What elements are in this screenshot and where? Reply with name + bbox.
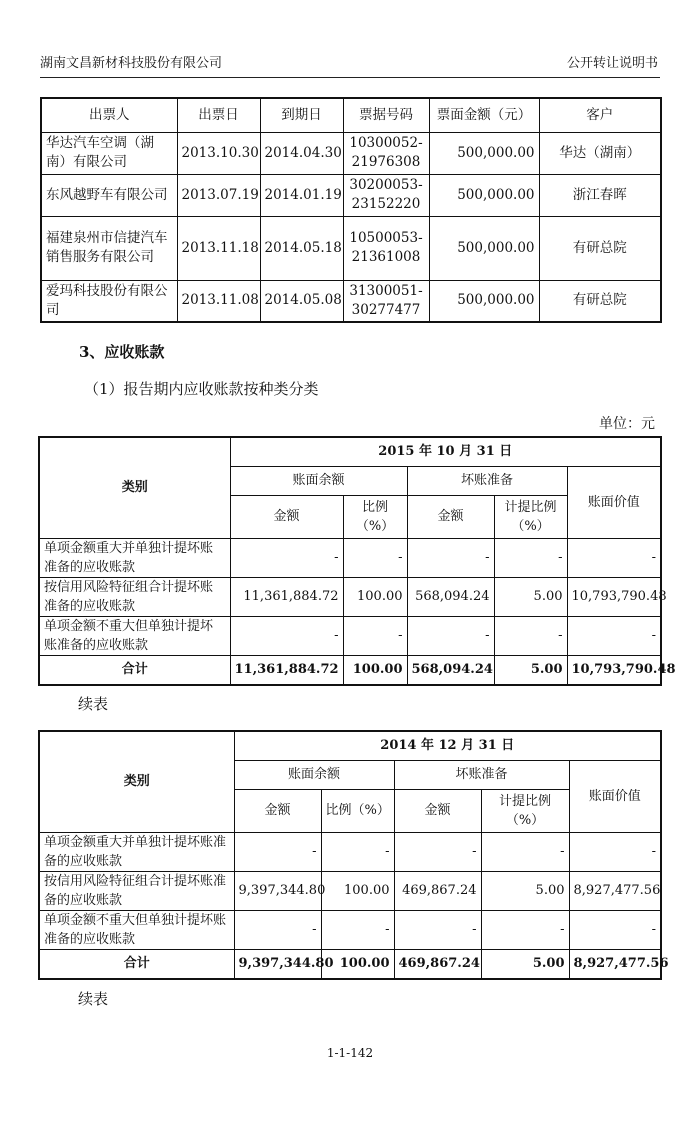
section-title: 3、应收账款 bbox=[79, 343, 165, 361]
ratio-cell: - bbox=[343, 616, 407, 655]
prov-ratio-cell: - bbox=[494, 616, 567, 655]
amount-cell: 500,000.00 bbox=[429, 132, 539, 174]
amount-cell: 500,000.00 bbox=[429, 280, 539, 322]
amount-cell: - bbox=[234, 832, 321, 871]
ar-2015-table bbox=[38, 436, 676, 686]
total-prov-amount: 469,867.24 bbox=[394, 949, 481, 979]
category-cell: 单项金额重大并单独计提坏账准备的应收账款 bbox=[39, 832, 234, 871]
col-header-number: 票据号码 bbox=[343, 98, 429, 132]
customer-cell: 有研总院 bbox=[539, 216, 661, 280]
total-prov-amount: 568,094.24 bbox=[407, 655, 494, 685]
amount-cell: - bbox=[230, 616, 343, 655]
date-header: 2014 年 12 月 31 日 bbox=[234, 731, 661, 760]
number-cell: 10300052-21976308 bbox=[343, 132, 429, 174]
date-header-row bbox=[39, 731, 661, 760]
table-row bbox=[39, 577, 661, 616]
bills-header-row bbox=[41, 98, 661, 132]
book-value-header: 账面价值 bbox=[569, 760, 661, 832]
table-row bbox=[39, 871, 661, 910]
ar-2014-table bbox=[38, 730, 669, 980]
col-header-issuer: 出票人 bbox=[41, 98, 177, 132]
total-prov-ratio: 5.00 bbox=[481, 949, 569, 979]
amount-header: 金额 bbox=[230, 495, 343, 538]
due-date-cell: 2014.04.30 bbox=[260, 132, 343, 174]
ratio-header: 比例（%） bbox=[343, 495, 407, 538]
amount-cell: 11,361,884.72 bbox=[230, 577, 343, 616]
due-date-cell: 2014.01.19 bbox=[260, 174, 343, 216]
total-book-value: 8,927,477.56 bbox=[569, 949, 661, 979]
book-value-cell: 8,927,477.56 bbox=[569, 871, 661, 910]
customer-cell: 有研总院 bbox=[539, 280, 661, 322]
total-ratio: 100.00 bbox=[321, 949, 394, 979]
date-header: 2015 年 10 月 31 日 bbox=[230, 437, 661, 466]
prov-amount-cell: - bbox=[394, 832, 481, 871]
total-book-value: 10,793,790.48 bbox=[567, 655, 661, 685]
book-value-cell: 10,793,790.48 bbox=[567, 577, 661, 616]
issuer-cell: 东风越野车有限公司 bbox=[41, 174, 177, 216]
ratio-cell: 100.00 bbox=[343, 577, 407, 616]
prov-amount-header: 金额 bbox=[407, 495, 494, 538]
category-cell: 单项金额重大并单独计提坏账准备的应收账款 bbox=[39, 538, 230, 577]
col-header-amount: 票面金额（元） bbox=[429, 98, 539, 132]
bills-table bbox=[40, 97, 662, 323]
issue-date-cell: 2013.11.08 bbox=[177, 280, 260, 322]
prov-ratio-cell: 5.00 bbox=[481, 871, 569, 910]
col-header-customer: 客户 bbox=[539, 98, 661, 132]
table-row bbox=[41, 174, 661, 216]
header-rule bbox=[40, 77, 660, 78]
date-header-row bbox=[39, 437, 661, 466]
ratio-cell: - bbox=[343, 538, 407, 577]
issuer-cell: 爱玛科技股份有限公司 bbox=[41, 280, 177, 322]
prov-amount-cell: 568,094.24 bbox=[407, 577, 494, 616]
book-value-cell: - bbox=[569, 910, 661, 949]
table-row bbox=[39, 832, 661, 871]
table-row bbox=[39, 538, 661, 577]
col-header-issue-date: 出票日 bbox=[177, 98, 260, 132]
table-row bbox=[41, 280, 661, 322]
amount-cell: 9,397,344.80 bbox=[234, 871, 321, 910]
issuer-cell: 福建泉州市信捷汽车销售服务有限公司 bbox=[41, 216, 177, 280]
unit-label: 单位：元 bbox=[599, 416, 655, 432]
ratio-cell: - bbox=[321, 832, 394, 871]
category-cell: 按信用风险特征组合计提坏账准备的应收账款 bbox=[39, 577, 230, 616]
continued-label: 续表 bbox=[78, 695, 109, 713]
balance-header: 账面余额 bbox=[230, 466, 407, 495]
table-row bbox=[39, 616, 661, 655]
total-label: 合计 bbox=[39, 949, 234, 979]
ratio-header: 比例（%） bbox=[321, 789, 394, 832]
section-subtitle: （1）报告期内应收账款按种类分类 bbox=[84, 380, 319, 398]
prov-ratio-cell: 5.00 bbox=[494, 577, 567, 616]
header-company: 湖南文昌新材科技股份有限公司 bbox=[40, 56, 223, 71]
total-amount: 9,397,344.80 bbox=[234, 949, 321, 979]
issue-date-cell: 2013.07.19 bbox=[177, 174, 260, 216]
page-number: 1-1-142 bbox=[326, 1046, 374, 1060]
book-value-cell: - bbox=[569, 832, 661, 871]
total-ratio: 100.00 bbox=[343, 655, 407, 685]
total-label: 合计 bbox=[39, 655, 230, 685]
amount-cell: 500,000.00 bbox=[429, 216, 539, 280]
book-value-cell: - bbox=[567, 538, 661, 577]
table-row bbox=[39, 910, 661, 949]
prov-ratio-header: 计提比例（%） bbox=[481, 789, 569, 832]
issuer-cell: 华达汽车空调（湖南）有限公司 bbox=[41, 132, 177, 174]
prov-amount-header: 金额 bbox=[394, 789, 481, 832]
book-value-header: 账面价值 bbox=[567, 466, 661, 538]
ratio-cell: 100.00 bbox=[321, 871, 394, 910]
prov-ratio-cell: - bbox=[494, 538, 567, 577]
prov-amount-cell: - bbox=[407, 616, 494, 655]
prov-amount-cell: 469,867.24 bbox=[394, 871, 481, 910]
number-cell: 30200053-23152220 bbox=[343, 174, 429, 216]
due-date-cell: 2014.05.18 bbox=[260, 216, 343, 280]
amount-cell: 500,000.00 bbox=[429, 174, 539, 216]
ratio-cell: - bbox=[321, 910, 394, 949]
total-amount: 11,361,884.72 bbox=[230, 655, 343, 685]
amount-header: 金额 bbox=[234, 789, 321, 832]
category-cell: 单项金额不重大但单独计提坏账准备的应收账款 bbox=[39, 616, 230, 655]
header-doc-title: 公开转让说明书 bbox=[566, 56, 658, 71]
issue-date-cell: 2013.10.30 bbox=[177, 132, 260, 174]
continued-label: 续表 bbox=[78, 990, 109, 1008]
category-cell: 按信用风险特征组合计提坏账准备的应收账款 bbox=[39, 871, 234, 910]
provision-header: 坏账准备 bbox=[407, 466, 567, 495]
total-prov-ratio: 5.00 bbox=[494, 655, 567, 685]
prov-ratio-cell: - bbox=[481, 832, 569, 871]
amount-cell: - bbox=[230, 538, 343, 577]
balance-header: 账面余额 bbox=[234, 760, 394, 789]
total-row bbox=[39, 655, 661, 685]
table-row bbox=[41, 132, 661, 174]
category-cell: 单项金额不重大但单独计提坏账准备的应收账款 bbox=[39, 910, 234, 949]
col-header-due-date: 到期日 bbox=[260, 98, 343, 132]
total-row bbox=[39, 949, 661, 979]
prov-ratio-header: 计提比例（%） bbox=[494, 495, 567, 538]
prov-amount-cell: - bbox=[407, 538, 494, 577]
table-row bbox=[41, 216, 661, 280]
customer-cell: 浙江春晖 bbox=[539, 174, 661, 216]
number-cell: 31300051-30277477 bbox=[343, 280, 429, 322]
customer-cell: 华达（湖南） bbox=[539, 132, 661, 174]
book-value-cell: - bbox=[567, 616, 661, 655]
prov-amount-cell: - bbox=[394, 910, 481, 949]
provision-header: 坏账准备 bbox=[394, 760, 569, 789]
due-date-cell: 2014.05.08 bbox=[260, 280, 343, 322]
category-header: 类别 bbox=[39, 437, 230, 538]
number-cell: 10500053-21361008 bbox=[343, 216, 429, 280]
prov-ratio-cell: - bbox=[481, 910, 569, 949]
amount-cell: - bbox=[234, 910, 321, 949]
issue-date-cell: 2013.11.18 bbox=[177, 216, 260, 280]
category-header: 类别 bbox=[39, 731, 234, 832]
